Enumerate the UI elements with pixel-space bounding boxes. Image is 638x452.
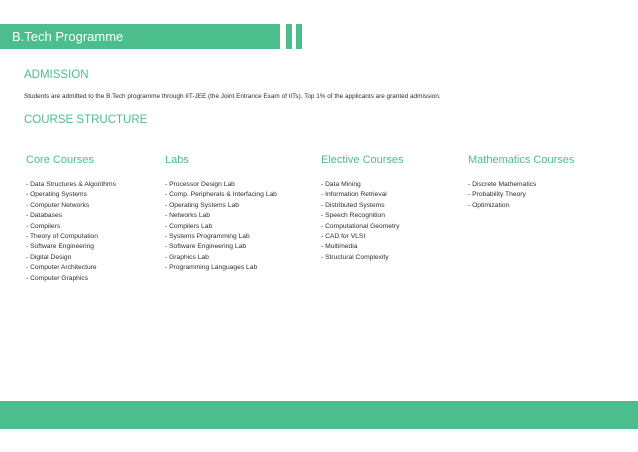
course-item: - Speech Recognition — [321, 212, 385, 220]
course-item: - Computer Graphics — [26, 274, 89, 282]
course-item: - Systems Programming Lab — [165, 233, 250, 241]
course-item: - Compilers — [26, 222, 61, 230]
course-item: - Digital Design — [26, 253, 72, 261]
course-list — [321, 180, 404, 263]
course-item: - Data Mining — [321, 181, 361, 188]
course-list — [468, 180, 574, 211]
course-item: - Discrete Mathematics — [468, 181, 537, 188]
course-item: - Structural Complexity — [321, 253, 389, 261]
course-list — [26, 180, 116, 284]
course-item: - Data Structures & Algorithms — [26, 181, 116, 188]
header-bar — [0, 24, 280, 49]
column-title: Elective Courses — [321, 154, 404, 166]
course-item: - Distributed Systems — [321, 201, 385, 209]
labs-column — [165, 154, 277, 274]
admission-text: Students are admitted to the B.Tech programme through IIT-JEE (the Joint Entrance Exam of IITs). Top 1% of the applicants are granted admission. — [24, 93, 441, 100]
core-courses-column — [26, 154, 116, 284]
course-item: - Software Engineering Lab — [165, 243, 247, 251]
column-title: Labs — [165, 154, 189, 166]
footer-bar — [0, 401, 638, 429]
course-item: - Computer Networks — [26, 201, 90, 209]
course-item: - Operating Systems — [26, 191, 87, 199]
header-stripe-decoration — [296, 24, 302, 49]
course-item: - Comp. Peripherals & Interfacing Lab — [165, 191, 277, 199]
course-item: - Multimedia — [321, 243, 358, 251]
course-item: - Theory of Computation — [26, 233, 98, 241]
course-item: - Software Engineering — [26, 243, 95, 251]
course-item: - CAD for VLSI — [321, 233, 366, 241]
elective-courses-column — [321, 154, 404, 263]
course-list — [165, 180, 277, 274]
course-item: - Computational Geometry — [321, 222, 400, 230]
course-item: - Graphics Lab — [165, 253, 209, 261]
course-item: - Probability Theory — [468, 191, 526, 199]
course-item: - Operating Systems Lab — [165, 201, 239, 209]
mathematics-courses-column — [468, 154, 574, 211]
column-title: Mathematics Courses — [468, 154, 575, 166]
course-item: - Optimization — [468, 201, 510, 209]
course-item: - Databases — [26, 212, 63, 220]
course-structure-heading: COURSE STRUCTURE — [24, 114, 148, 126]
course-item: - Networks Lab — [165, 212, 210, 220]
page-title: B.Tech Programme — [12, 29, 124, 44]
column-title: Core Courses — [26, 154, 94, 166]
course-item: - Compilers Lab — [165, 222, 213, 230]
course-item: - Computer Architecture — [26, 264, 97, 272]
course-item: - Programming Languages Lab — [165, 264, 258, 272]
course-item: - Information Retrieval — [321, 191, 387, 199]
header-stripe-decoration — [286, 24, 292, 49]
course-item: - Processor Design Lab — [165, 181, 235, 188]
admission-heading: ADMISSION — [24, 69, 89, 81]
